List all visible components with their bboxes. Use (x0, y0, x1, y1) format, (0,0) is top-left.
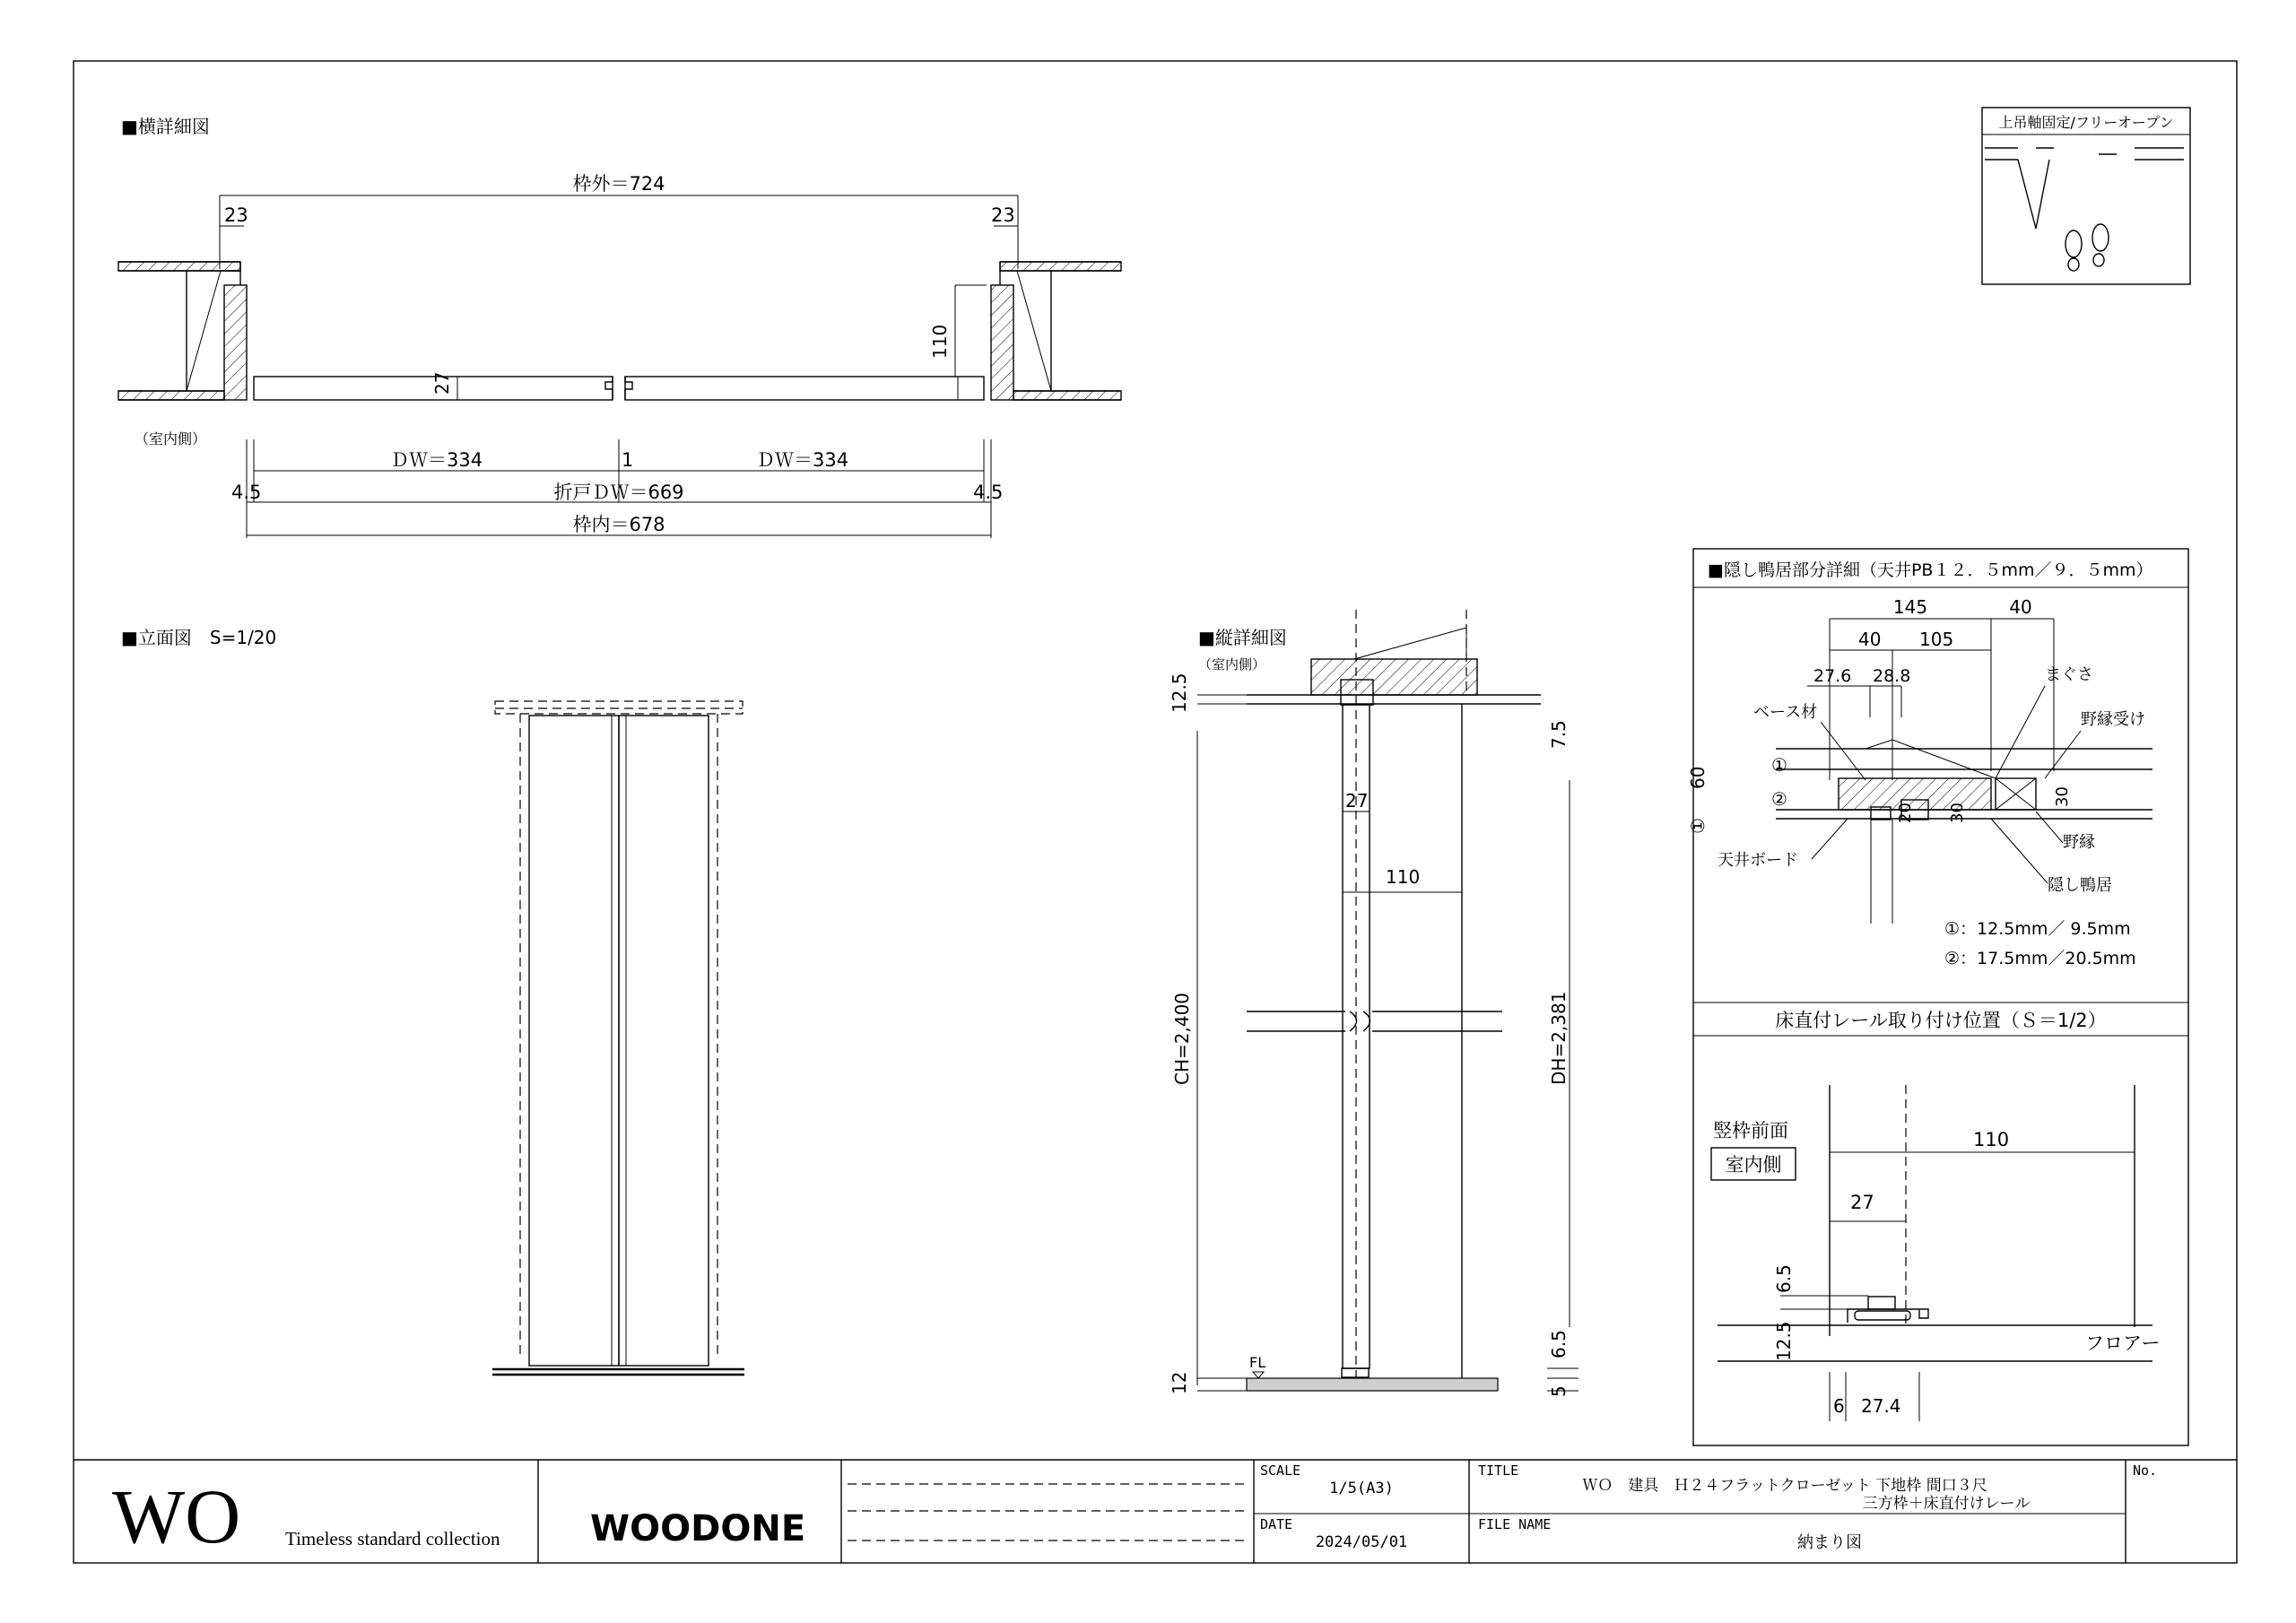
label-ceiling-board: 天井ボード (1718, 851, 1798, 870)
vertical-section-title: ■縦詳細図 (1198, 627, 1287, 648)
vertical-section (1169, 610, 1578, 1397)
clear-right: 4.5 (973, 482, 1004, 503)
dim-110-horizontal: 110 (929, 324, 951, 359)
title-line-1: ＷＯ 建具 Ｈ２４フラットクローゼット 下地枠 間口３尺 (1582, 1477, 1987, 1495)
room-side-label-h: （室内側） (135, 430, 207, 447)
dim-6-floor: 6 (1833, 1395, 1845, 1417)
scale-label: SCALE (1260, 1462, 1301, 1479)
elevation (121, 627, 744, 1375)
label-nobuchi: 野縁 (2063, 833, 2095, 852)
dim-27-6: 27.6 (1813, 666, 1852, 686)
floor-rail-position (1693, 1002, 2188, 1421)
maker-logo: WOODONE (590, 1508, 806, 1549)
dim-27-v: 27 (1345, 790, 1369, 812)
dim-23-left: 23 (224, 204, 248, 226)
dim-105: 105 (1919, 629, 1954, 650)
label-magusa: まぐさ (2045, 665, 2093, 684)
dw-gap: 1 (622, 449, 634, 471)
ch-dim: CH=2,400 (1171, 992, 1193, 1085)
dim-60: 60 (1687, 766, 1709, 789)
title-line-2: 三方枠＋床直付けレール (1862, 1495, 2031, 1513)
dim-110-floor: 110 (1973, 1129, 2010, 1150)
dim-12-5-v: 12.5 (1169, 673, 1190, 713)
title-block (74, 1460, 2237, 1563)
dim-6-5-v: 6.5 (1548, 1330, 1570, 1358)
frame-inner-dim: 枠内＝678 (572, 514, 665, 535)
dh-dim: DH=2,381 (1548, 991, 1570, 1085)
dim-30b: 30 (2053, 786, 2072, 807)
dim-27-horizontal: 27 (431, 371, 453, 395)
brand-tagline: Timeless standard collection (285, 1528, 500, 1549)
room-side-box: 室内側 (1725, 1154, 1782, 1176)
circle-1-mid: ① (1771, 754, 1787, 776)
dim-30a: 30 (1948, 803, 1967, 823)
dim-23-right: 23 (991, 204, 1015, 226)
hidden-rail-title: ■隠し鴨居部分詳細（天井PB１２．５mm／９．５mm） (1708, 560, 2153, 580)
horizontal-section-title: ■横詳細図 (121, 116, 210, 137)
fl-label: FL (1249, 1354, 1266, 1371)
label-nobuchi-uke: 野縁受け (2081, 710, 2145, 729)
dim-27-4-floor: 27.4 (1861, 1395, 1901, 1417)
date-value: 2024/05/01 (1315, 1533, 1408, 1551)
opening-type-title: 上吊軸固定/フリーオープン (1998, 114, 2174, 131)
dim-12-v: 12 (1169, 1371, 1190, 1394)
dim-145: 145 (1892, 596, 1928, 618)
dim-12-5-floor: 12.5 (1773, 1321, 1795, 1361)
label-hidden-rail: 隠し鴨居 (2048, 876, 2112, 895)
dim-20: 20 (1896, 803, 1915, 823)
date-label: DATE (1260, 1516, 1293, 1532)
front-label: 竪枠前面 (1713, 1120, 1788, 1141)
dim-110-v: 110 (1386, 866, 1421, 888)
dim-5-v: 5 (1548, 1385, 1570, 1397)
circle-2-mid: ② (1771, 788, 1787, 810)
dim-27-floor: 27 (1850, 1192, 1874, 1213)
dw-right: ＤＷ＝334 (756, 449, 849, 471)
note-2: ②：17.5mm／20.5mm (1944, 949, 2136, 968)
dim-7-5-v: 7.5 (1548, 720, 1570, 749)
dim-40: 40 (1858, 629, 1882, 650)
opening-type-box (1982, 108, 2190, 284)
hidden-rail-detail (1687, 549, 2188, 1445)
floor-rail-title: 床直付レール取り付け位置（Ｓ＝1/2） (1775, 1010, 2107, 1031)
fold-door-dw: 折戸ＤＷ＝669 (553, 482, 684, 503)
file-name-value: 納まり図 (1797, 1533, 1862, 1552)
scale-value: 1/5(A3) (1329, 1480, 1394, 1497)
frame-outer-dim: 枠外＝724 (572, 173, 665, 195)
horizontal-section (118, 116, 1121, 538)
label-base: ベース材 (1753, 703, 1818, 722)
dw-left: ＤＷ＝334 (390, 449, 483, 471)
dim-40-top: 40 (2009, 596, 2032, 618)
title-label: TITLE (1478, 1462, 1519, 1479)
room-side-label-v: （室内側） (1198, 656, 1266, 673)
elevation-title: ■立面図 S=1/20 (121, 627, 277, 648)
number-label: No. (2133, 1462, 2158, 1479)
file-name-label: FILE NAME (1478, 1516, 1552, 1532)
clear-left: 4.5 (231, 482, 262, 503)
note-1: ①：12.5mm／ 9.5mm (1944, 919, 2131, 939)
brand-logo: WO (112, 1473, 241, 1559)
floor-label: フロアー (2085, 1332, 2161, 1354)
circle-1-left: ① (1687, 818, 1709, 834)
dim-6-5-floor: 6.5 (1773, 1264, 1795, 1293)
dim-28-8: 28.8 (1873, 666, 1911, 686)
